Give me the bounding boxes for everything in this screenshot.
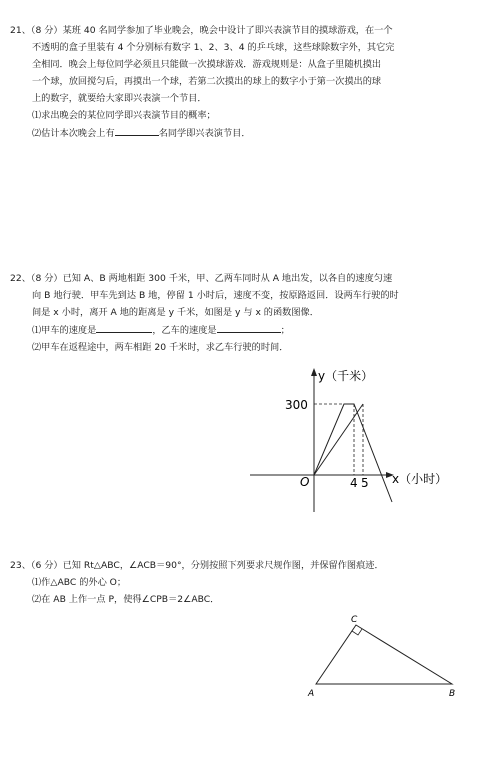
car-yi-line [314, 404, 363, 475]
question-23-stem [10, 557, 468, 574]
y-axis-label: y（千米） [318, 369, 374, 383]
answer-blank[interactable] [115, 124, 159, 136]
sub-question-1-a: ⑴甲车的速度是 [32, 325, 97, 336]
question-score: （6 分） [30, 560, 63, 571]
vertex-a-label: A [308, 689, 315, 699]
question-score: （8 分） [30, 273, 63, 284]
sub-question-1: ⑴作△ABC 的外心 O； [32, 577, 127, 588]
answer-blank[interactable] [96, 321, 152, 333]
sub-question-1-b: ，乙车的速度是 [152, 325, 217, 336]
right-angle-mark [352, 629, 362, 635]
y-tick-300: 300 [285, 398, 308, 412]
x-tick-4: 4 [350, 476, 358, 490]
stem-line: 向 B 地行驶．甲车先到达 B 地，停留 1 小时后，速度不变，按原路返回．设两车行驶的时 [32, 290, 399, 301]
sub-question-1-c: ； [280, 325, 290, 336]
origin-label: O [300, 475, 310, 489]
triangle-abc [316, 625, 452, 684]
x-axis-label: x（小时） [392, 472, 448, 486]
sub-question-2: ⑵在 AB 上作一点 P，使得∠CPB＝2∠ABC． [32, 594, 220, 605]
stem-line: 不透明的盒子里装有 4 个分别标有数字 1、2、3、4 的乒乓球，这些球除数字外，其它完 [32, 42, 395, 53]
sub-question-2-prefix: ⑵估计本次晚会上有 [32, 128, 115, 139]
stem-line: 全相同．晚会上每位同学必须且只能做一次摸球游戏．游戏规则是：从盒子里随机摸出 [32, 59, 382, 70]
sub-question-2: ⑵甲车在返程途中，两车相距 20 千米时，求乙车行驶的时间． [32, 342, 289, 353]
sub-question-2 [10, 124, 468, 142]
vertex-c-label: C [351, 615, 358, 625]
sub-question-1 [10, 321, 468, 339]
stem-line: 已知 A、B 两地相距 300 千米，甲、乙两车同时从 A 地出发，以各自的速度匀速 [62, 273, 393, 284]
vertex-b-label: B [449, 689, 456, 699]
y-axis-arrow [311, 368, 317, 376]
question-22 [10, 270, 468, 356]
answer-blank[interactable] [217, 321, 281, 333]
question-score: （8 分） [30, 25, 63, 36]
right-triangle-figure [300, 610, 470, 700]
question-22-stem [10, 270, 468, 287]
question-number: 21、 [10, 25, 31, 36]
question-21-stem [10, 22, 468, 39]
stem-line: 上的数字，就要给大家即兴表演一个节目． [32, 93, 207, 104]
x-tick-5: 5 [361, 476, 369, 490]
question-23 [10, 557, 468, 608]
stem-line: 一个球，放回搅匀后，再摸出一个球，若第二次摸出的球上的数字小于第一次摸出的球 [32, 76, 382, 87]
distance-time-graph [240, 362, 470, 522]
sub-question-1: ⑴求出晚会的某位同学即兴表演节目的概率； [32, 110, 216, 121]
stem-line: 某班 40 名同学参加了毕业晚会，晚会中设计了即兴表演节目的摸球游戏，在一个 [62, 25, 393, 36]
stem-line: 间是 x 小时，离开 A 地的距离是 y 千米，如图是 y 与 x 的函数图像． [32, 307, 319, 318]
sub-question-2-suffix: 名同学即兴表演节目． [158, 128, 251, 139]
question-number: 23、 [10, 560, 31, 571]
question-21 [10, 22, 468, 142]
stem-line: 已知 Rt△ABC，∠ACB＝90°，分别按照下列要求尺规作图，并保留作图痕迹． [62, 560, 384, 571]
question-number: 22、 [10, 273, 31, 284]
